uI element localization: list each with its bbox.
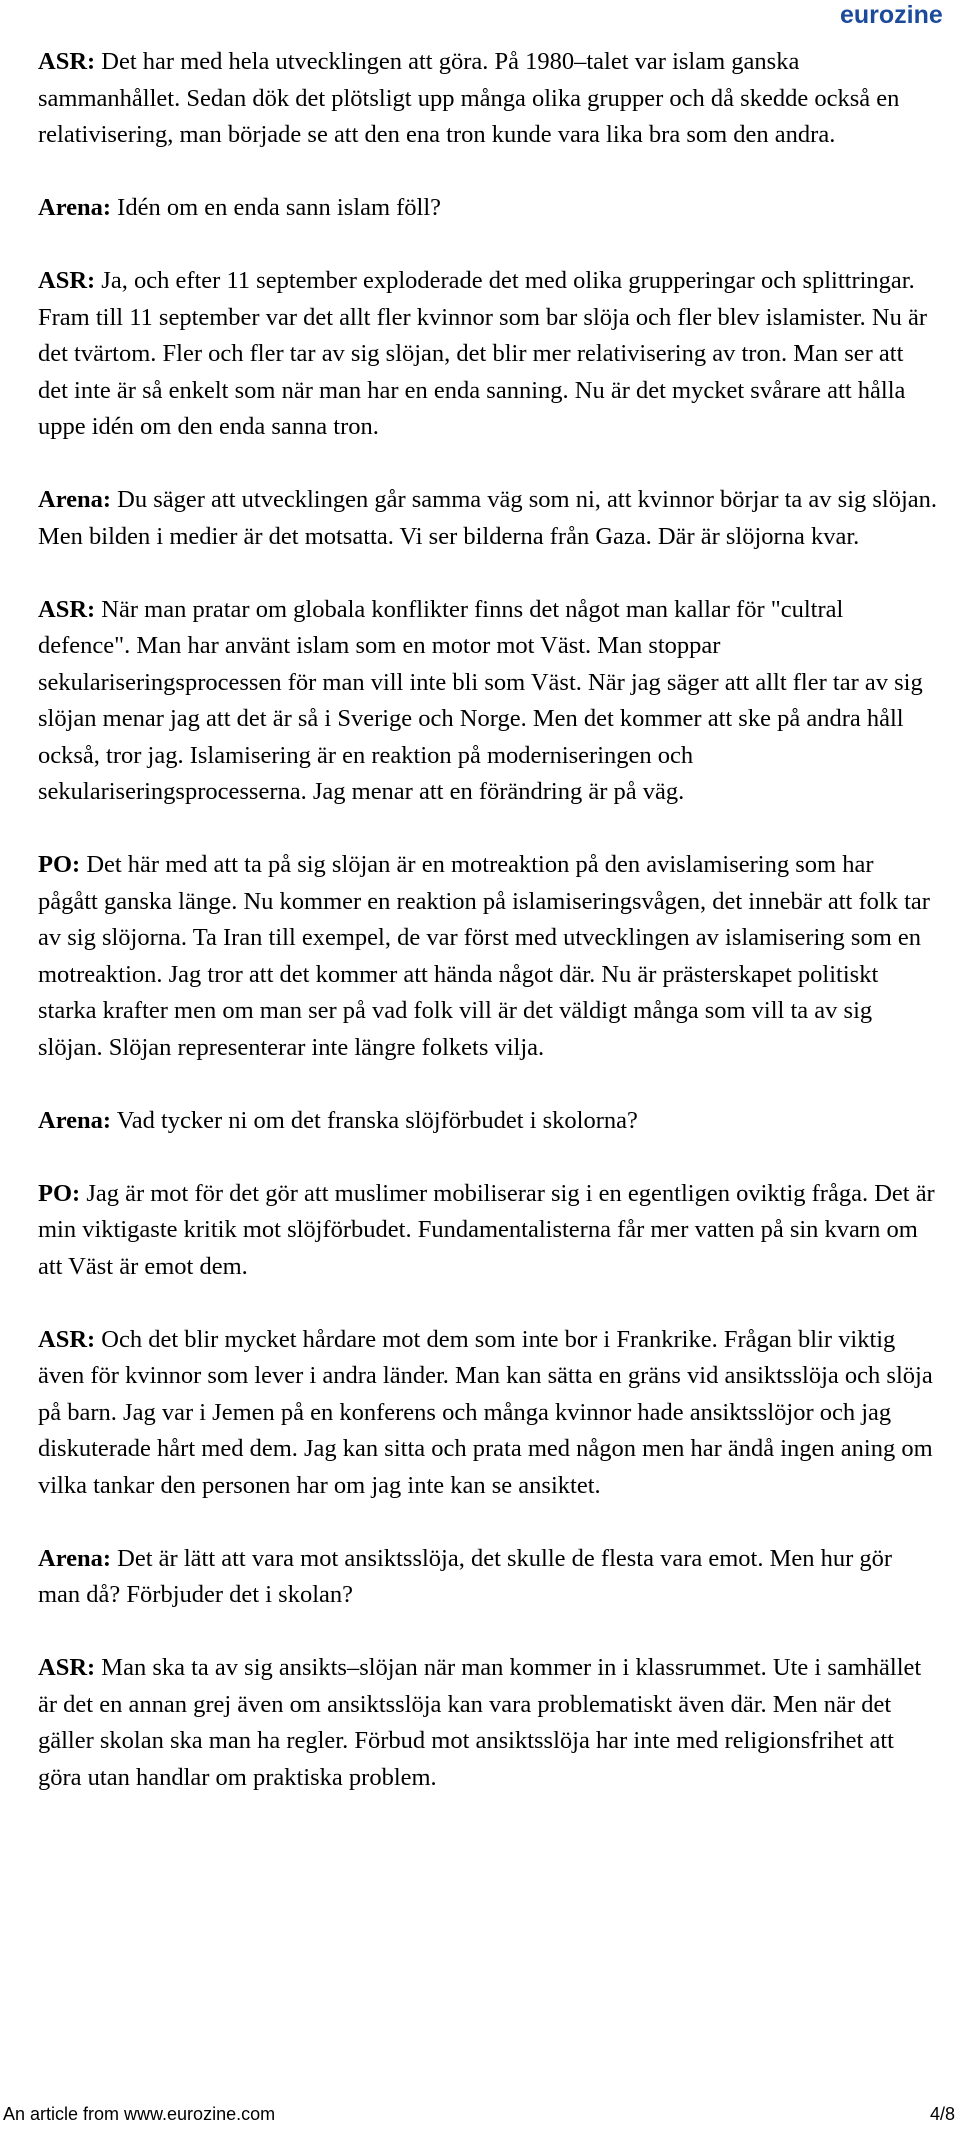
page-footer: [0, 2104, 960, 2130]
dialogue-paragraph: [38, 263, 938, 446]
speaker-label: ASR:: [38, 1654, 96, 1681]
paragraph-text: Jag är mot för det gör att muslimer mobiliserar sig i en egentligen oviktig fråga. Det är min viktigaste kritik mot slöjförbudet. Fundamentalisterna får mer vatten på sin kvarn om att Väst är emot dem.: [38, 1179, 935, 1280]
paragraph-text: Du säger att utvecklingen går samma väg som ni, att kvinnor börjar ta av sig slöjan. Men bilden i medier är det motsatta. Vi ser bilderna från Gaza. Där är slöjorna kvar.: [38, 486, 938, 550]
paragraph-text: Ja, och efter 11 september exploderade det med olika grupperingar och splittringar. Fram till 11 september var det allt fler kvinnor som bar slöja och fler blev islamister. Nu är det tvärtom. Fler och fler tar av sig slöjan, det blir mer relativisering av tron. Man ser att det inte är så enkelt som när man har en enda sanning. Nu är det mycket svårare att hålla uppe idén om den enda sanna tron.: [38, 267, 928, 440]
paragraph-text: Och det blir mycket hårdare mot dem som inte bor i Frankrike. Frågan blir viktig även för kvinnor som lever i andra länder. Man kan sätta en gräns vid ansiktsslöja och slöja på barn. Jag var i Jemen på en konferens och många kvinnor hade ansiktsslöjor och jag diskuterade hårt med dem. Jag kan sitta och prata med någon men har ändå ingen aning om vilka tankar den personen har om jag inte kan se ansiktet.: [38, 1325, 933, 1499]
eurozine-logo-mark: [838, 1, 958, 29]
svg-text:eurozine: eurozine: [840, 1, 943, 29]
speaker-label: ASR:: [38, 267, 96, 294]
dialogue-paragraph: [38, 1322, 938, 1505]
dialogue-paragraph: [38, 1541, 938, 1614]
eurozine-logo: [0, 0, 960, 30]
speaker-label: Arena:: [38, 194, 112, 221]
speaker-label: ASR:: [38, 1325, 96, 1353]
speaker-label: ASR:: [38, 48, 96, 75]
paragraph-text: Man ska ta av sig ansikts–slöjan när man kommer in i klassrummet. Ute i samhället är det en annan grej även om ansiktsslöja kan vara problematiskt även där. Men när det gäller skolan ska man ha regler. Förbud mot ansiktsslöja har inte med religionsfrihet att göra utan handlar om praktiska problem.: [38, 1654, 922, 1791]
speaker-label: PO:: [38, 851, 81, 878]
dialogue-paragraph: [38, 592, 938, 811]
speaker-label: PO:: [38, 1179, 81, 1207]
dialogue-paragraph: [38, 190, 938, 227]
dialogue-paragraph: [38, 44, 938, 154]
paragraph-text: Idén om en enda sann islam föll?: [111, 194, 442, 221]
speaker-label: ASR:: [38, 595, 96, 623]
dialogue-paragraph: [38, 1650, 938, 1796]
paragraph-text: Vad tycker ni om det franska slöjförbudet i skolorna?: [111, 1106, 638, 1134]
speaker-label: Arena:: [38, 1106, 112, 1134]
speaker-label: Arena:: [38, 486, 112, 513]
page-number: 4/8: [929, 2104, 955, 2124]
dialogue-paragraph: [38, 1176, 938, 1286]
paragraph-text: När man pratar om globala konflikter finns det något man kallar för "cultral defence". Man har använt islam som en motor mot Väst. Man stoppar sekulariseringsprocessen för man vill inte bli som Väst. När jag säger att allt fler tar av sig slöjan menar jag att det är så i Sverige och Norge. Men det kommer att ske på andra håll också, tror jag. Islamisering är en reaktion på moderniseringen och sekulariseringsprocesserna. Jag menar att en förändring är på väg.: [38, 595, 923, 805]
paragraph-text: Det här med att ta på sig slöjan är en motreaktion på den avislamisering som har pågått ganska länge. Nu kommer en reaktion på islamiseringsvågen, det innebär att folk tar av sig slöjorna. Ta Iran till exempel, de var först med utvecklingen av islamisering som en motreaktion. Jag tror att det kommer att hända något där. Nu är prästerskapet politiskt starka krafter men om man ser på vad folk vill är det väldigt många som vill ta av sig slöjan. Slöjan representerar inte längre folkets vilja.: [38, 851, 930, 1061]
dialogue-paragraph: [38, 482, 938, 555]
dialogue-paragraph: [38, 847, 938, 1066]
paragraph-text: Det är lätt att vara mot ansiktsslöja, det skulle de flesta vara emot. Men hur gör man då? Förbjuder det i skolan?: [38, 1544, 893, 1608]
article-body: [38, 44, 938, 1833]
speaker-label: Arena:: [38, 1544, 112, 1572]
dialogue-paragraph: [38, 1103, 938, 1140]
paragraph-text: Det har med hela utvecklingen att göra. På 1980–talet var islam ganska sammanhållet. Sedan dök det plötsligt upp många olika grupper och då skedde också en relativisering, man började se att den ena tron kunde vara lika bra som den andra.: [38, 48, 900, 148]
footer-source-link[interactable]: An article from www.eurozine.com: [3, 2104, 276, 2124]
